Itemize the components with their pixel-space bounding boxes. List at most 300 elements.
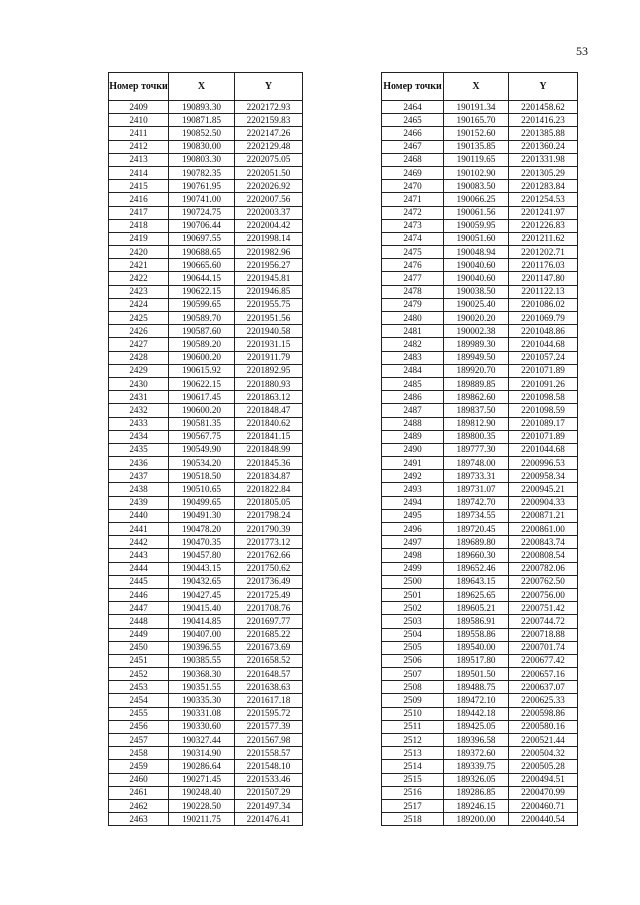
cell-point-number: 2418 (109, 219, 169, 232)
cell-point-number: 2454 (109, 694, 169, 707)
cell-point-number: 2444 (109, 562, 169, 575)
cell-x: 190066.25 (444, 193, 509, 206)
cell-y: 2201982.96 (235, 246, 303, 259)
table-row (382, 747, 578, 760)
cell-x: 189200.00 (444, 813, 509, 826)
cell-point-number: 2473 (382, 219, 444, 232)
cell-point-number: 2436 (109, 457, 169, 470)
cell-x: 189689.80 (444, 536, 509, 549)
cell-x: 190741.00 (169, 193, 235, 206)
cell-y: 2201476.41 (235, 813, 303, 826)
cell-y: 2201697.77 (235, 615, 303, 628)
table-row (382, 404, 578, 417)
cell-x: 189540.00 (444, 641, 509, 654)
cell-y: 2201762.66 (235, 549, 303, 562)
table-row (109, 470, 303, 483)
table-row (109, 140, 303, 153)
cell-point-number: 2515 (382, 773, 444, 786)
cell-y: 2202004.42 (235, 219, 303, 232)
cell-y: 2201945.81 (235, 272, 303, 285)
table-row (109, 496, 303, 509)
cell-x: 190782.35 (169, 166, 235, 179)
cell-y: 2200470.99 (509, 786, 578, 799)
cell-y: 2201416.23 (509, 114, 578, 127)
cell-x: 190510.65 (169, 483, 235, 496)
cell-y: 2200843.74 (509, 536, 578, 549)
cell-point-number: 2424 (109, 298, 169, 311)
cell-y: 2200625.33 (509, 694, 578, 707)
cell-y: 2200808.54 (509, 549, 578, 562)
cell-point-number: 2435 (109, 443, 169, 456)
cell-point-number: 2510 (382, 707, 444, 720)
cell-point-number: 2482 (382, 338, 444, 351)
cell-point-number: 2461 (109, 786, 169, 799)
table-row (109, 509, 303, 522)
cell-point-number: 2443 (109, 549, 169, 562)
cell-point-number: 2441 (109, 523, 169, 536)
cell-point-number: 2417 (109, 206, 169, 219)
table-row (109, 259, 303, 272)
cell-x: 190724.75 (169, 206, 235, 219)
cell-y: 2200701.74 (509, 641, 578, 654)
cell-point-number: 2420 (109, 246, 169, 259)
table-row (382, 351, 578, 364)
cell-y: 2202075.05 (235, 153, 303, 166)
cell-y: 2200751.42 (509, 602, 578, 615)
cell-x: 189246.15 (444, 799, 509, 812)
cell-y: 2201226.83 (509, 219, 578, 232)
cell-point-number: 2513 (382, 747, 444, 760)
cell-x: 190211.75 (169, 813, 235, 826)
table-row (109, 285, 303, 298)
cell-y: 2201305.29 (509, 166, 578, 179)
cell-point-number: 2485 (382, 377, 444, 390)
cell-x: 189748.00 (444, 457, 509, 470)
cell-point-number: 2490 (382, 443, 444, 456)
cell-x: 189605.21 (444, 602, 509, 615)
cell-point-number: 2516 (382, 786, 444, 799)
cell-x: 189837.50 (444, 404, 509, 417)
cell-x: 189442.18 (444, 707, 509, 720)
cell-y: 2202003.37 (235, 206, 303, 219)
table-row (382, 549, 578, 562)
cell-point-number: 2428 (109, 351, 169, 364)
cell-point-number: 2506 (382, 654, 444, 667)
cell-point-number: 2437 (109, 470, 169, 483)
cell-y: 2201773.12 (235, 536, 303, 549)
cell-point-number: 2517 (382, 799, 444, 812)
cell-x: 190083.50 (444, 180, 509, 193)
cell-x: 190331.08 (169, 707, 235, 720)
table-row (382, 496, 578, 509)
table-row (109, 799, 303, 812)
cell-point-number: 2415 (109, 180, 169, 193)
cell-y: 2201071.89 (509, 364, 578, 377)
cell-x: 190600.20 (169, 351, 235, 364)
table-row (382, 259, 578, 272)
table-row (109, 180, 303, 193)
table-row (382, 377, 578, 390)
cell-y: 2201091.26 (509, 377, 578, 390)
cell-y: 2200580.16 (509, 720, 578, 733)
cell-x: 190665.60 (169, 259, 235, 272)
table-row (382, 391, 578, 404)
cell-x: 190165.70 (444, 114, 509, 127)
table-row (382, 193, 578, 206)
table-row (382, 734, 578, 747)
cell-y: 2201211.62 (509, 232, 578, 245)
cell-y: 2201086.02 (509, 298, 578, 311)
table-row (109, 219, 303, 232)
header-y: Y (509, 73, 578, 101)
cell-x: 190286.64 (169, 760, 235, 773)
cell-y: 2200460.71 (509, 799, 578, 812)
cell-x: 189920.70 (444, 364, 509, 377)
cell-y: 2201548.10 (235, 760, 303, 773)
cell-point-number: 2416 (109, 193, 169, 206)
table-row (382, 813, 578, 826)
cell-y: 2202147.26 (235, 127, 303, 140)
cell-point-number: 2427 (109, 338, 169, 351)
table-row (109, 246, 303, 259)
cell-y: 2200756.00 (509, 588, 578, 601)
cell-x: 189652.46 (444, 562, 509, 575)
header-x: X (169, 73, 235, 101)
cell-x: 190761.95 (169, 180, 235, 193)
table-row (109, 734, 303, 747)
cell-y: 2201577.39 (235, 720, 303, 733)
cell-x: 190491.30 (169, 509, 235, 522)
cell-point-number: 2457 (109, 734, 169, 747)
cell-y: 2201648.57 (235, 668, 303, 681)
cell-y: 2202129.48 (235, 140, 303, 153)
cell-point-number: 2419 (109, 232, 169, 245)
cell-point-number: 2442 (109, 536, 169, 549)
cell-x: 190002.38 (444, 325, 509, 338)
cell-x: 189989.30 (444, 338, 509, 351)
cell-point-number: 2480 (382, 312, 444, 325)
cell-x: 189501.50 (444, 668, 509, 681)
cell-point-number: 2481 (382, 325, 444, 338)
table-row (382, 232, 578, 245)
cell-y: 2200782.06 (509, 562, 578, 575)
cell-x: 190599.65 (169, 298, 235, 311)
cell-point-number: 2431 (109, 391, 169, 404)
cell-x: 189720.45 (444, 523, 509, 536)
cell-point-number: 2478 (382, 285, 444, 298)
cell-point-number: 2455 (109, 707, 169, 720)
cell-point-number: 2511 (382, 720, 444, 733)
cell-x: 190314.90 (169, 747, 235, 760)
cell-point-number: 2509 (382, 694, 444, 707)
cell-y: 2200861.00 (509, 523, 578, 536)
table-row (382, 219, 578, 232)
cell-point-number: 2462 (109, 799, 169, 812)
cell-x: 190644.15 (169, 272, 235, 285)
cell-y: 2201736.49 (235, 575, 303, 588)
header-point-number: Номер точки (109, 73, 169, 101)
cell-y: 2200718.88 (509, 628, 578, 641)
cell-point-number: 2496 (382, 523, 444, 536)
cell-x: 189800.35 (444, 430, 509, 443)
cell-point-number: 2413 (109, 153, 169, 166)
table-row (109, 206, 303, 219)
cell-x: 190478.20 (169, 523, 235, 536)
cell-x: 190414.85 (169, 615, 235, 628)
cell-y: 2201848.47 (235, 404, 303, 417)
cell-y: 2201848.99 (235, 443, 303, 456)
cell-point-number: 2426 (109, 325, 169, 338)
table-row (109, 193, 303, 206)
cell-x: 190038.50 (444, 285, 509, 298)
cell-y: 2201458.62 (509, 101, 578, 114)
cell-x: 189660.30 (444, 549, 509, 562)
cell-x: 190020.20 (444, 312, 509, 325)
cell-x: 190589.20 (169, 338, 235, 351)
cell-point-number: 2425 (109, 312, 169, 325)
cell-y: 2201385.88 (509, 127, 578, 140)
cell-point-number: 2456 (109, 720, 169, 733)
cell-y: 2201750.62 (235, 562, 303, 575)
table-row (382, 786, 578, 799)
page-number: 53 (576, 44, 588, 58)
cell-y: 2201241.97 (509, 206, 578, 219)
cell-x: 189472.10 (444, 694, 509, 707)
cell-y: 2201098.58 (509, 391, 578, 404)
cell-x: 190852.50 (169, 127, 235, 140)
cell-y: 2200657.16 (509, 668, 578, 681)
cell-y: 2200505.28 (509, 760, 578, 773)
cell-point-number: 2491 (382, 457, 444, 470)
cell-point-number: 2459 (109, 760, 169, 773)
table-row (382, 483, 578, 496)
table-row (109, 404, 303, 417)
cell-x: 190427.45 (169, 588, 235, 601)
cell-y: 2201946.85 (235, 285, 303, 298)
cell-y: 2201863.12 (235, 391, 303, 404)
table-row (382, 206, 578, 219)
table-row (109, 483, 303, 496)
cell-point-number: 2452 (109, 668, 169, 681)
table-row (382, 364, 578, 377)
cell-point-number: 2458 (109, 747, 169, 760)
table-row (382, 707, 578, 720)
cell-y: 2201331.98 (509, 153, 578, 166)
cell-y: 2201254.53 (509, 193, 578, 206)
cell-x: 190470.35 (169, 536, 235, 549)
table-row (382, 153, 578, 166)
cell-point-number: 2465 (382, 114, 444, 127)
table-row (382, 615, 578, 628)
cell-x: 190697.55 (169, 232, 235, 245)
cell-x: 189286.85 (444, 786, 509, 799)
header-x: X (444, 73, 509, 101)
cell-y: 2200598.86 (509, 707, 578, 720)
cell-y: 2202159.83 (235, 114, 303, 127)
table-row (109, 272, 303, 285)
table-row (109, 127, 303, 140)
cell-y: 2201176.03 (509, 259, 578, 272)
cell-x: 190330.60 (169, 720, 235, 733)
cell-point-number: 2512 (382, 734, 444, 747)
table-row (382, 127, 578, 140)
table-row (382, 430, 578, 443)
cell-y: 2201098.59 (509, 404, 578, 417)
cell-point-number: 2477 (382, 272, 444, 285)
cell-point-number: 2439 (109, 496, 169, 509)
cell-y: 2201147.80 (509, 272, 578, 285)
table-row (382, 443, 578, 456)
cell-x: 190059.95 (444, 219, 509, 232)
cell-point-number: 2495 (382, 509, 444, 522)
cell-point-number: 2467 (382, 140, 444, 153)
cell-y: 2200440.54 (509, 813, 578, 826)
table-row (109, 377, 303, 390)
cell-y: 2201931.15 (235, 338, 303, 351)
table-row (109, 457, 303, 470)
cell-point-number: 2501 (382, 588, 444, 601)
cell-point-number: 2497 (382, 536, 444, 549)
table-row (109, 641, 303, 654)
cell-y: 2201673.69 (235, 641, 303, 654)
cell-x: 190587.60 (169, 325, 235, 338)
cell-point-number: 2468 (382, 153, 444, 166)
cell-x: 189643.15 (444, 575, 509, 588)
cell-x: 190351.55 (169, 681, 235, 694)
table-row (109, 575, 303, 588)
cell-x: 190499.65 (169, 496, 235, 509)
cell-x: 190385.55 (169, 654, 235, 667)
cell-x: 189339.75 (444, 760, 509, 773)
table-row (109, 430, 303, 443)
table-row (109, 562, 303, 575)
cell-x: 190061.56 (444, 206, 509, 219)
cell-point-number: 2475 (382, 246, 444, 259)
cell-x: 189625.65 (444, 588, 509, 601)
cell-x: 189949.50 (444, 351, 509, 364)
cell-point-number: 2464 (382, 101, 444, 114)
cell-point-number: 2493 (382, 483, 444, 496)
cell-point-number: 2449 (109, 628, 169, 641)
cell-x: 190518.50 (169, 470, 235, 483)
table-row (382, 312, 578, 325)
coordinates-table-right (381, 72, 578, 826)
table-row (382, 773, 578, 786)
table-row (109, 417, 303, 430)
cell-x: 189372.60 (444, 747, 509, 760)
cell-y: 2200996.53 (509, 457, 578, 470)
cell-y: 2201507.29 (235, 786, 303, 799)
table-row (109, 694, 303, 707)
cell-x: 189488.75 (444, 681, 509, 694)
cell-x: 189558.86 (444, 628, 509, 641)
table-row (382, 720, 578, 733)
cell-y: 2202026.92 (235, 180, 303, 193)
table-row (109, 443, 303, 456)
cell-point-number: 2438 (109, 483, 169, 496)
table-row (382, 298, 578, 311)
table-row (382, 575, 578, 588)
cell-y: 2201658.52 (235, 654, 303, 667)
cell-point-number: 2450 (109, 641, 169, 654)
cell-x: 190040.60 (444, 259, 509, 272)
table-row (109, 813, 303, 826)
cell-x: 190335.30 (169, 694, 235, 707)
cell-point-number: 2500 (382, 575, 444, 588)
cell-x: 190407.00 (169, 628, 235, 641)
cell-x: 190549.90 (169, 443, 235, 456)
table-row (382, 457, 578, 470)
cell-y: 2201069.79 (509, 312, 578, 325)
cell-x: 189812.90 (444, 417, 509, 430)
cell-y: 2201880.93 (235, 377, 303, 390)
cell-y: 2201497.34 (235, 799, 303, 812)
cell-y: 2200521.44 (509, 734, 578, 747)
cell-x: 190191.34 (444, 101, 509, 114)
cell-y: 2201911.79 (235, 351, 303, 364)
cell-y: 2201998.14 (235, 232, 303, 245)
table-row (109, 628, 303, 641)
cell-point-number: 2445 (109, 575, 169, 588)
cell-y: 2201638.63 (235, 681, 303, 694)
cell-x: 189586.91 (444, 615, 509, 628)
cell-point-number: 2414 (109, 166, 169, 179)
cell-point-number: 2483 (382, 351, 444, 364)
cell-x: 190706.44 (169, 219, 235, 232)
table-row (109, 786, 303, 799)
cell-x: 190102.90 (444, 166, 509, 179)
cell-point-number: 2409 (109, 101, 169, 114)
cell-x: 189396.58 (444, 734, 509, 747)
cell-point-number: 2440 (109, 509, 169, 522)
cell-y: 2200637.07 (509, 681, 578, 694)
cell-x: 190119.65 (444, 153, 509, 166)
table-row (382, 338, 578, 351)
cell-point-number: 2484 (382, 364, 444, 377)
cell-point-number: 2488 (382, 417, 444, 430)
table-row (382, 114, 578, 127)
table-row (109, 588, 303, 601)
cell-point-number: 2433 (109, 417, 169, 430)
cell-y: 2201044.68 (509, 443, 578, 456)
cell-point-number: 2489 (382, 430, 444, 443)
table-row (382, 681, 578, 694)
cell-x: 190615.92 (169, 364, 235, 377)
cell-x: 190622.15 (169, 285, 235, 298)
cell-x: 190415.40 (169, 602, 235, 615)
table-row (382, 166, 578, 179)
cell-x: 190622.15 (169, 377, 235, 390)
cell-point-number: 2430 (109, 377, 169, 390)
cell-x: 190617.45 (169, 391, 235, 404)
cell-y: 2201790.39 (235, 523, 303, 536)
cell-x: 190135.85 (444, 140, 509, 153)
cell-x: 190327.44 (169, 734, 235, 747)
cell-x: 189777.30 (444, 443, 509, 456)
table-row (109, 166, 303, 179)
cell-x: 190271.45 (169, 773, 235, 786)
cell-y: 2200504.32 (509, 747, 578, 760)
cell-x: 190830.00 (169, 140, 235, 153)
table-row (382, 101, 578, 114)
cell-y: 2201048.86 (509, 325, 578, 338)
cell-y: 2201533.46 (235, 773, 303, 786)
cell-x: 190025.40 (444, 298, 509, 311)
table-row (382, 602, 578, 615)
cell-x: 190871.85 (169, 114, 235, 127)
table-row (109, 602, 303, 615)
table-row (109, 153, 303, 166)
